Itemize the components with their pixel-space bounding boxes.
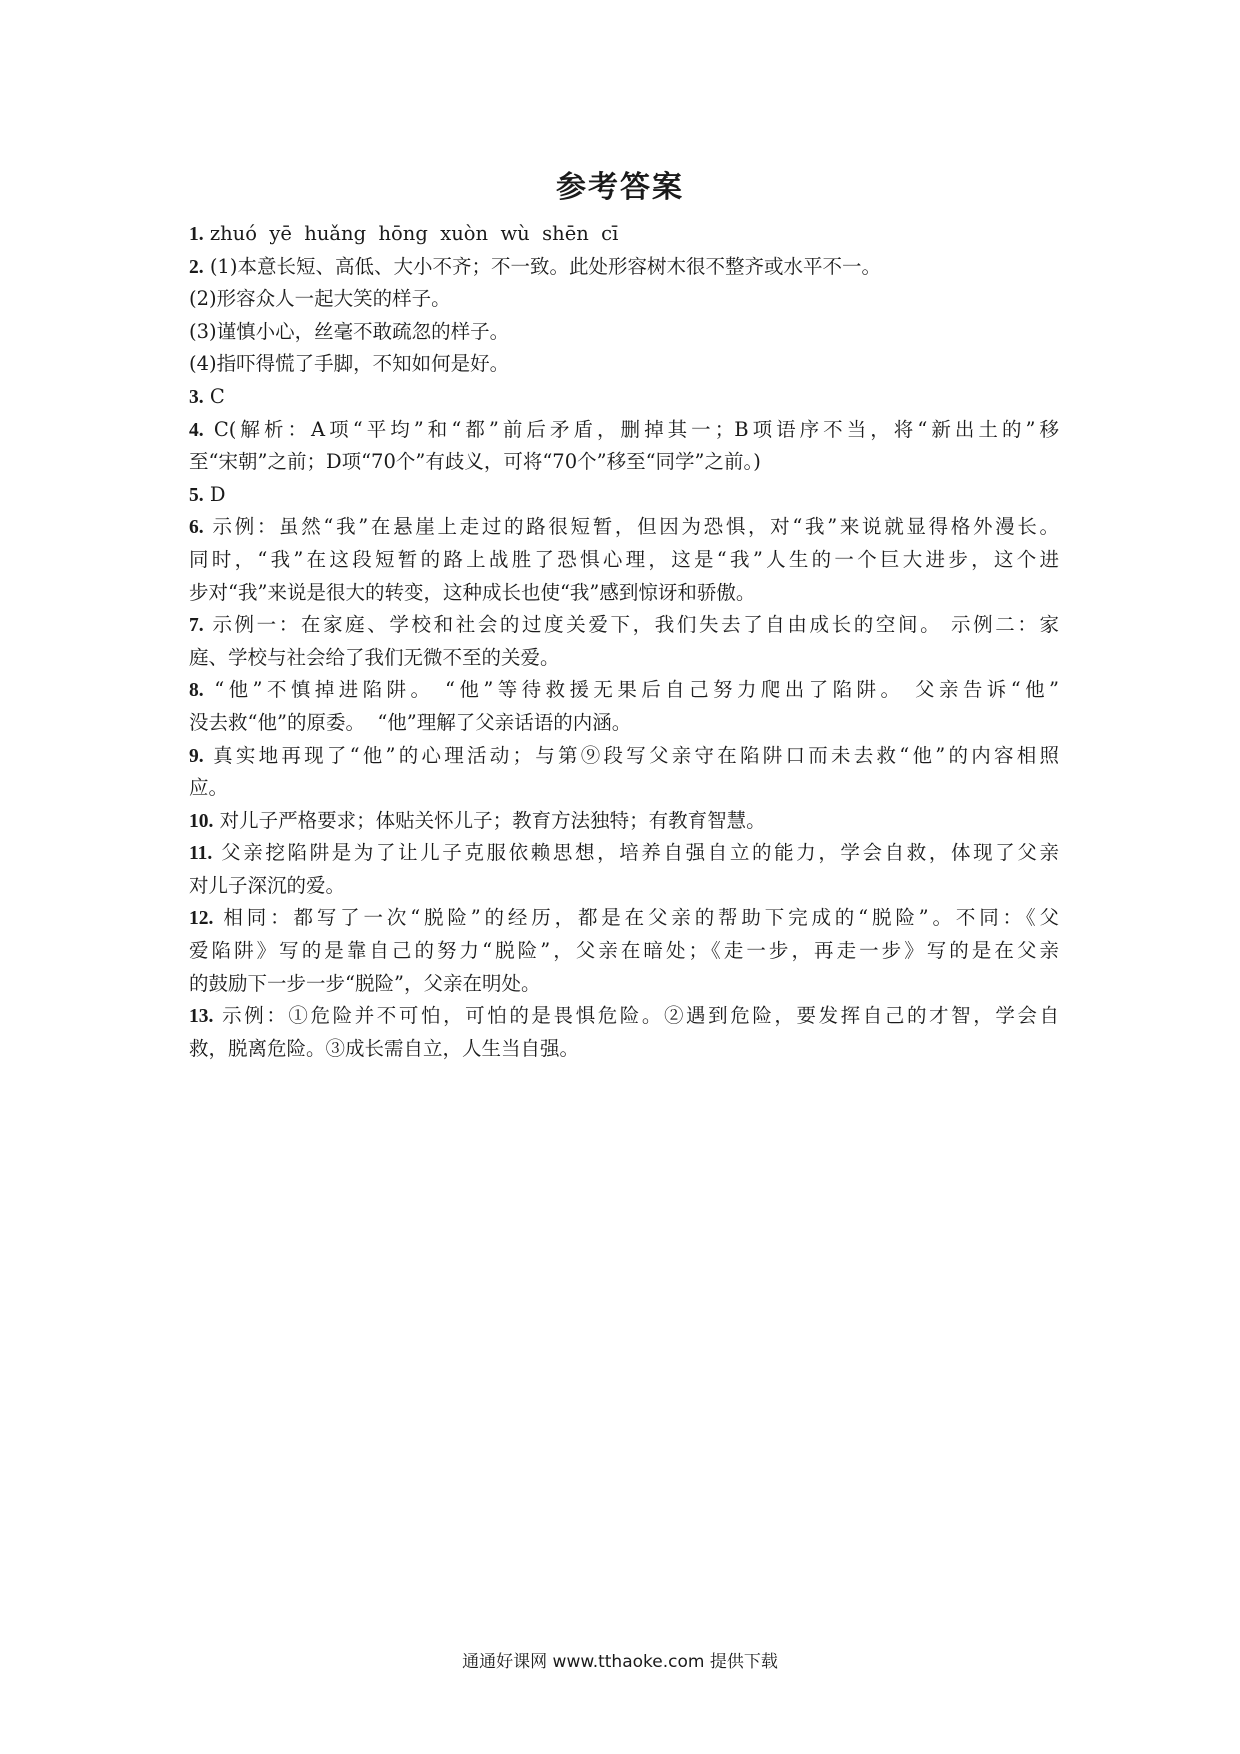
answer-line [189, 446, 1059, 479]
answer-text: 对儿子严格要求；体贴关怀儿子；教育方法独特；有教育智慧。 [213, 808, 766, 832]
answer-text: D [203, 482, 226, 506]
answer-text: 相同：都写了一次“脱险”的经历，都是在父亲的帮助下完成的“脱险”。不同：《父 [213, 906, 1059, 930]
answer-line [189, 218, 1059, 251]
answer-line [189, 316, 1059, 349]
answer-line [189, 642, 1059, 675]
answer-text: 没去救“他”的原委。 “他”理解了父亲话语的内涵。 [189, 710, 632, 734]
answer-line [189, 870, 1059, 903]
answer-line [189, 511, 1059, 544]
answer-number: 9. [189, 745, 204, 767]
answer-text: 步对“我”来说是很大的转变，这种成长也使“我”感到惊讶和骄傲。 [189, 580, 756, 604]
answer-line [189, 902, 1059, 935]
answer-line [189, 740, 1059, 773]
answer-line [189, 251, 1059, 284]
answer-text: 爱陷阱》写的是靠自己的努力“脱险”，父亲在暗处；《走一步，再走一步》写的是在父亲 [189, 939, 1059, 963]
answer-line [189, 1000, 1059, 1033]
answer-line [189, 544, 1059, 577]
answer-line [189, 348, 1059, 381]
answer-line [189, 674, 1059, 707]
page-title: 参考答案 [556, 170, 684, 205]
answer-text: C [203, 384, 225, 408]
answer-number: 5. [189, 484, 204, 506]
answer-number: 10. [189, 810, 214, 832]
answer-line [189, 935, 1059, 968]
answer-list [189, 218, 1059, 1065]
answer-line [189, 772, 1059, 805]
answer-line [189, 837, 1059, 870]
answer-text: 父亲挖陷阱是为了让儿子克服依赖思想，培养自强自立的能力，学会自救，体现了父亲 [212, 841, 1059, 865]
answer-line [189, 609, 1059, 642]
answer-line [189, 707, 1059, 740]
page-footer: 通通好课网 www.tthaoke.com 提供下载 [462, 1652, 778, 1672]
answer-line [189, 968, 1059, 1001]
answer-line [189, 479, 1059, 512]
answer-text: zhuó yē huǎng hōng xuòn wù shēn cī [203, 222, 619, 245]
answer-text: (2)形容众人一起大笑的样子。 [189, 287, 451, 311]
answer-number: 8. [189, 680, 204, 702]
answer-text: (4)指吓得慌了手脚，不知如何是好。 [189, 352, 510, 376]
answer-number: 7. [189, 615, 204, 637]
answer-text: “他”不慎掉进陷阱。 “他”等待救援无果后自己努力爬出了陷阱。 父亲告诉“他” [203, 678, 1059, 702]
answer-line [189, 381, 1059, 414]
answer-number: 12. [189, 908, 214, 930]
answer-line [189, 1033, 1059, 1066]
answer-text: 的鼓励下一步一步“脱险”，父亲在明处。 [189, 971, 541, 995]
answer-number: 3. [189, 386, 204, 408]
answer-text: 对儿子深沉的爱。 [189, 873, 346, 897]
answer-line [189, 414, 1059, 447]
answer-text: 示例：①危险并不可怕，可怕的是畏惧危险。②遇到危险，要发挥自己的才智，学会自 [213, 1004, 1059, 1028]
answer-text: 庭、学校与社会给了我们无微不至的关爱。 [189, 645, 560, 669]
answer-text: 示例：虽然“我”在悬崖上走过的路很短暂，但因为恐惧，对“我”来说就显得格外漫长。 [203, 515, 1059, 539]
answer-text: C(解析：A项“平均”和“都”前后矛盾，删掉其一；B项语序不当，将“新出土的”移 [203, 417, 1059, 441]
answer-text: 应。 [189, 776, 229, 800]
answer-text: 同时，“我”在这段短暂的路上战胜了恐惧心理，这是“我”人生的一个巨大进步，这个进 [189, 547, 1059, 571]
answer-number: 1. [189, 224, 204, 245]
answer-number: 13. [189, 1006, 214, 1028]
answer-line [189, 283, 1059, 316]
answer-text: 救，脱离危险。③成长需自立，人生当自强。 [189, 1036, 580, 1060]
answer-text: 真实地再现了“他”的心理活动；与第⑨段写父亲守在陷阱口而未去救“他”的内容相照 [203, 743, 1059, 767]
answer-number: 2. [189, 256, 204, 278]
answer-text: (1)本意长短、高低、大小不齐；不一致。此处形容树木很不整齐或水平不一。 [203, 254, 881, 278]
answer-number: 6. [189, 517, 204, 539]
answer-line [189, 805, 1059, 838]
answer-text: (3)谨慎小心，丝毫不敢疏忽的样子。 [189, 319, 510, 343]
answer-line [189, 577, 1059, 610]
answer-text: 至“宋朝”之前；D项“70个”有歧义，可将“70个”移至“同学”之前。) [189, 450, 761, 474]
answer-text: 示例一：在家庭、学校和社会的过度关爱下，我们失去了自由成长的空间。 示例二：家 [203, 613, 1059, 637]
answer-number: 11. [189, 843, 213, 865]
answer-number: 4. [189, 419, 204, 441]
